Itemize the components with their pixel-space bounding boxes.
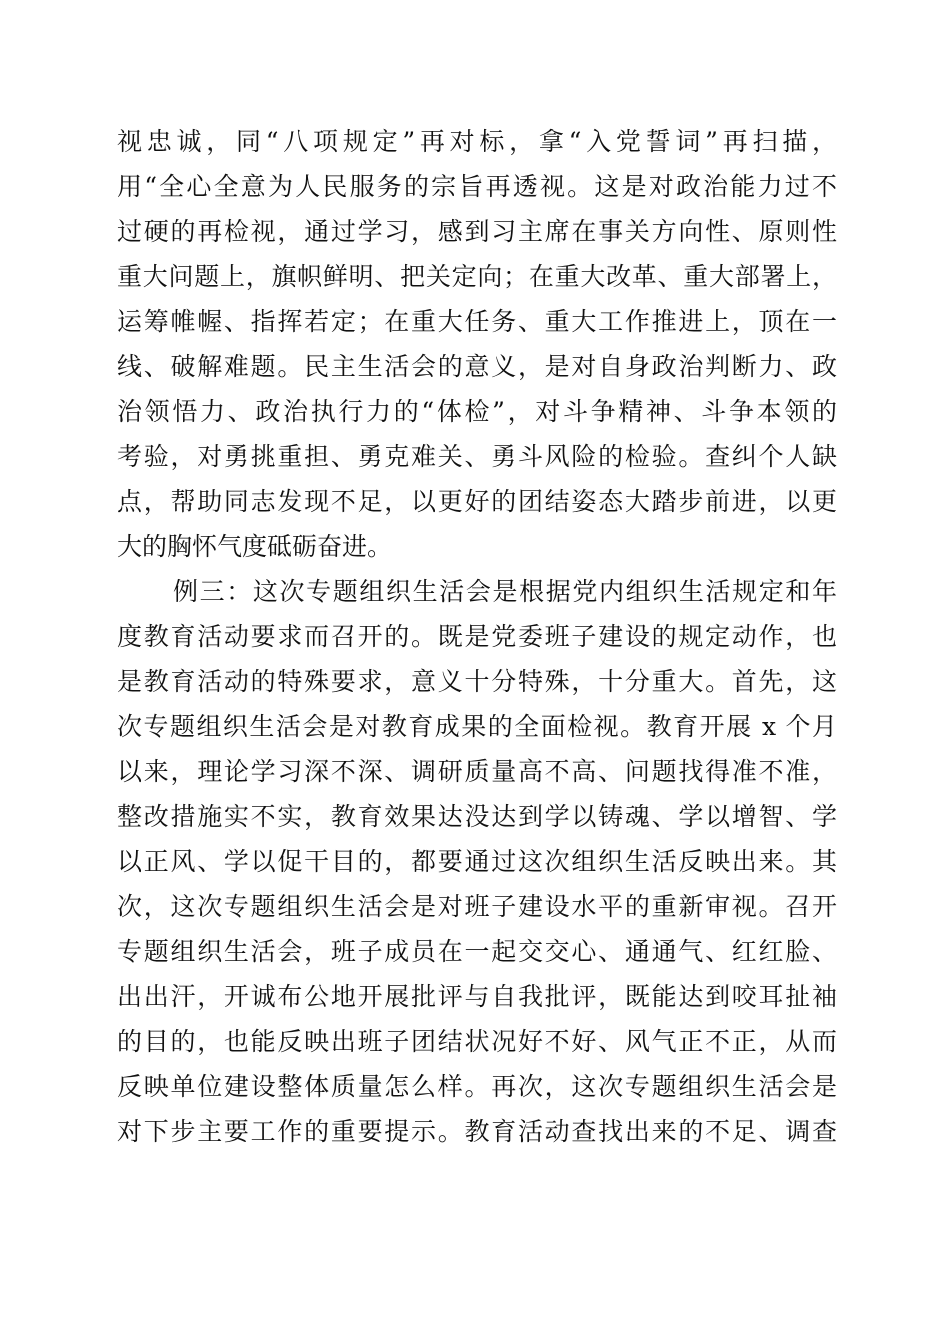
text-line: 整改措施实不实，教育效果达没达到学以铸魂、学以增智、学 [117,802,837,831]
text-line: 例三：这次专题组织生活会是根据党内组织生活规定和年 [173,577,837,606]
text-line: 治领悟力、政治执行力的“体检”，对斗争精神、斗争本领的 [117,397,837,426]
text-line: 次专题组织生活会是对教育成果的全面检视。教育开展 x 个月 [117,712,837,741]
text-line: 线、破解难题。民主生活会的意义，是对自身政治判断力、政 [117,352,837,381]
text-line: 重大问题上，旗帜鲜明、把关定向；在重大改革、重大部署上， [117,262,837,291]
text-line: 以来，理论学习深不深、调研质量高不高、问题找得准不准， [117,757,837,786]
text-line: 是教育活动的特殊要求，意义十分特殊，十分重大。首先，这 [117,667,837,696]
paragraph-1 [117,119,837,569]
text-line: 出出汗，开诚布公地开展批评与自我批评，既能达到咬耳扯袖 [117,982,837,1011]
text-line: 反映单位建设整体质量怎么样。再次，这次专题组织生活会是 [117,1072,837,1101]
text-line: 视忠诚，同“八项规定”再对标，拿“入党誓词”再扫描， [117,127,837,156]
text-line: 大的胸怀气度砥砺奋进。 [117,532,393,561]
text-line: 对下步主要工作的重要提示。教育活动查找出来的不足、调查 [117,1117,837,1146]
text-line: 点，帮助同志发现不足，以更好的团结姿态大踏步前进，以更 [117,487,837,516]
paragraph-2 [117,569,837,1154]
text-line: 用“全心全意为人民服务的宗旨再透视。这是对政治能力过不 [117,172,837,201]
text-line: 次，这次专题组织生活会是对班子建设水平的重新审视。召开 [117,892,837,921]
text-line: 的目的，也能反映出班子团结状况好不好、风气正不正，从而 [117,1027,837,1056]
text-line: 专题组织生活会，班子成员在一起交交心、通通气、红红脸、 [117,937,837,966]
document-body [117,119,837,1154]
text-line: 运筹帷幄、指挥若定；在重大任务、重大工作推进上，顶在一 [117,307,837,336]
text-line: 度教育活动要求而召开的。既是党委班子建设的规定动作，也 [117,622,837,651]
text-line: 以正风、学以促干目的，都要通过这次组织生活反映出来。其 [117,847,837,876]
text-line: 考验，对勇挑重担、勇克难关、勇斗风险的检验。查纠个人缺 [117,442,837,471]
text-line: 过硬的再检视，通过学习，感到习主席在事关方向性、原则性 [117,217,837,246]
